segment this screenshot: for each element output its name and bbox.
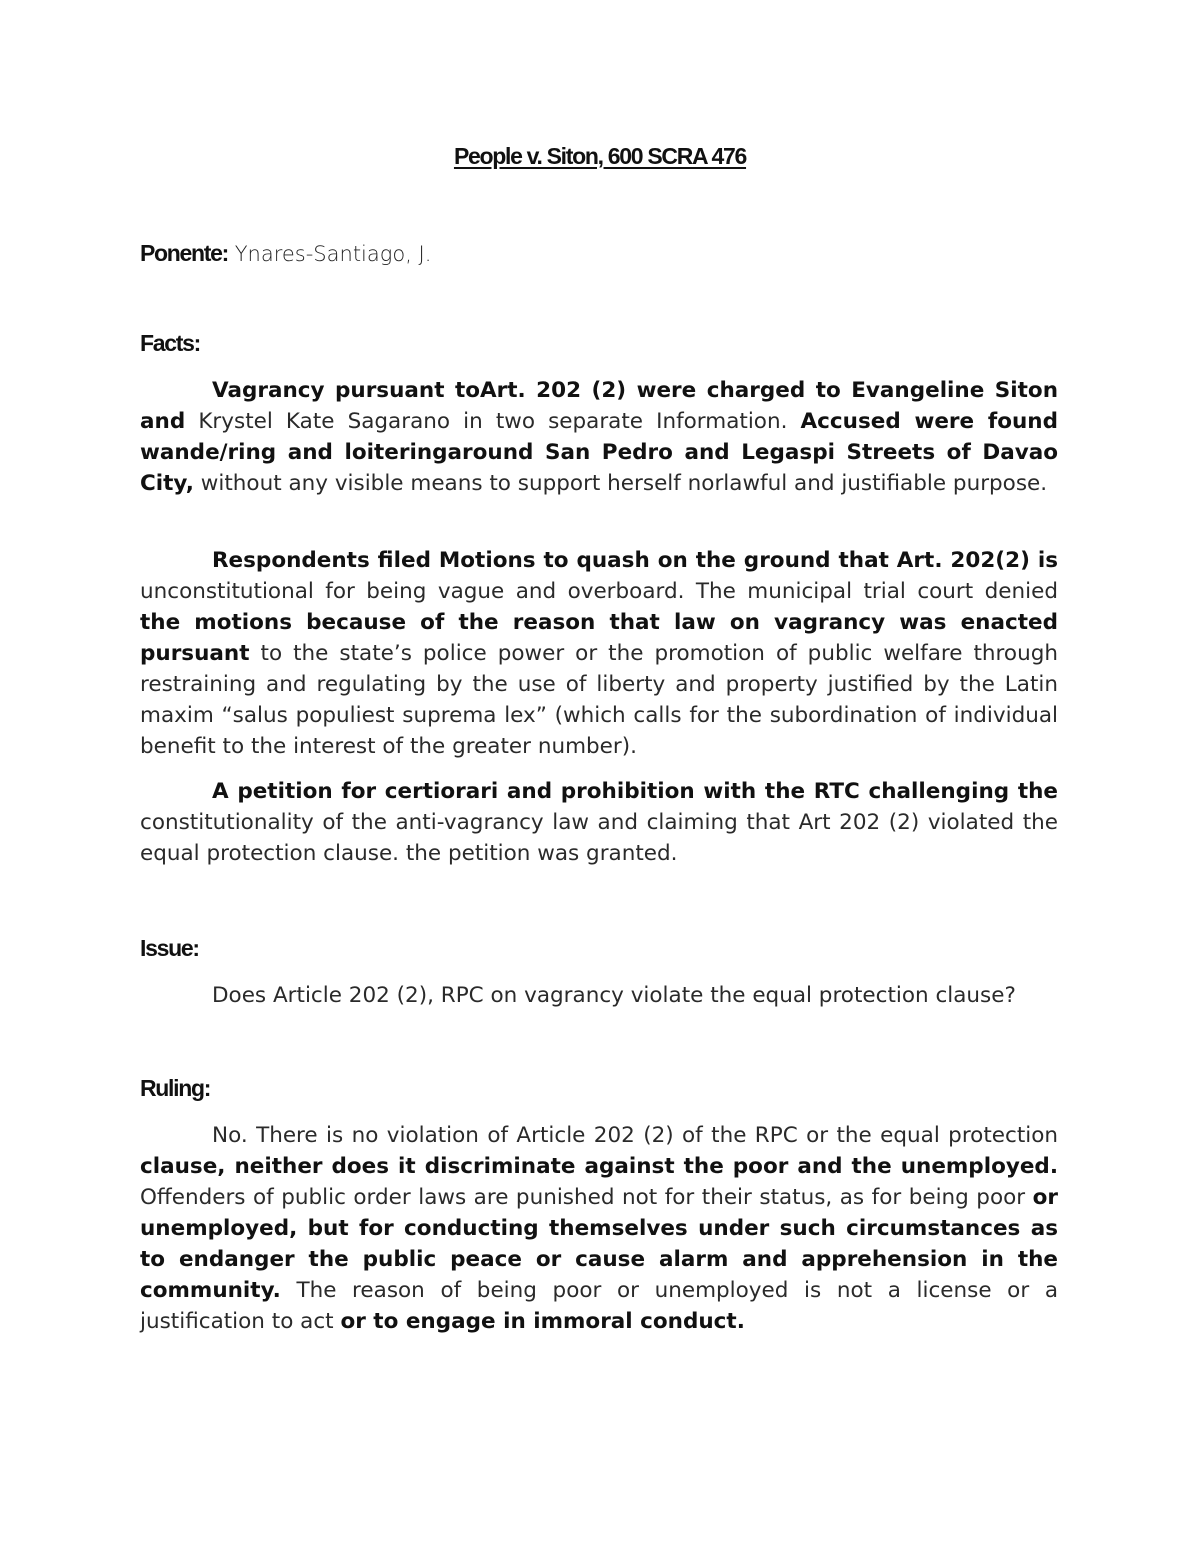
facts-paragraph-2 <box>140 545 1058 762</box>
ruling-s5: The reason of being poor or unemployed is not a license or a justification to act <box>140 1278 1058 1334</box>
facts-p1-s2: Krystel Kate Sagarano in two separate Information. <box>198 409 788 434</box>
ruling-heading: Ruling: <box>140 1075 211 1101</box>
ruling-s3: Offenders of public order laws are punished not for their status, as for being poor <box>140 1185 1026 1210</box>
page-title: People v. Siton, 600 SCRA 476 <box>453 143 747 169</box>
ruling-s4: or unemployed, but for conducting themselves under such circumstances as to endanger the public peace or cause alarm and apprehension in the community. <box>140 1185 1058 1303</box>
issue-paragraph <box>140 980 1058 1011</box>
facts-paragraph-1 <box>140 375 1058 499</box>
issue-text: Does Article 202 (2), RPC on vagrancy violate the equal protection clause? <box>212 983 1016 1008</box>
facts-p2-s4: to the state’s police power or the promotion of public welfare through restraining and regulating by the use of liberty and property justified by the Latin maxim “salus populiest suprema lex” (which calls for the subordination of individual benefit to the interest of the greater number). <box>140 641 1058 759</box>
facts-p1-s1: Vagrancy pursuant toArt. 202 (2) were charged to Evangeline Siton and <box>140 378 1058 434</box>
facts-p3-s1: A petition for certiorari and prohibition with the RTC challenging the <box>212 779 1058 804</box>
facts-paragraph-3 <box>140 776 1058 869</box>
facts-p2-s3: the motions because of the reason that law on vagrancy was enacted pursuant <box>140 610 1058 666</box>
ruling-s6: or to engage in immoral conduct. <box>340 1309 745 1334</box>
facts-heading: Facts: <box>140 330 200 356</box>
facts-p1-s4: without any visible means to support herself norlawful and justifiable purpose. <box>200 471 1048 496</box>
ruling-s2: clause, neither does it discriminate against the poor and the unemployed. <box>140 1154 1058 1179</box>
ponente-label: Ponente: <box>140 240 228 266</box>
ruling-s1: No. There is no violation of Article 202 (2) of the RPC or the equal protection <box>212 1123 1058 1148</box>
facts-p1-s3: Accused were found wande/ring and loiteringaround San Pedro and Legaspi Streets of Davao City, <box>140 409 1058 496</box>
facts-p2-s1: Respondents filed Motions to quash on the ground that Art. 202(2) is <box>212 548 1058 573</box>
ponente-value: Ynares-Santiago, J. <box>234 242 432 266</box>
ponente-line <box>140 240 431 267</box>
facts-p2-s2: unconstitutional for being vague and overboard. The municipal trial court denied <box>140 579 1058 604</box>
issue-heading: Issue: <box>140 935 199 961</box>
facts-p3-s2: constitutionality of the anti-vagrancy law and claiming that Art 202 (2) violated the equal protection clause. the petition was granted. <box>140 810 1058 866</box>
ruling-paragraph <box>140 1120 1058 1337</box>
